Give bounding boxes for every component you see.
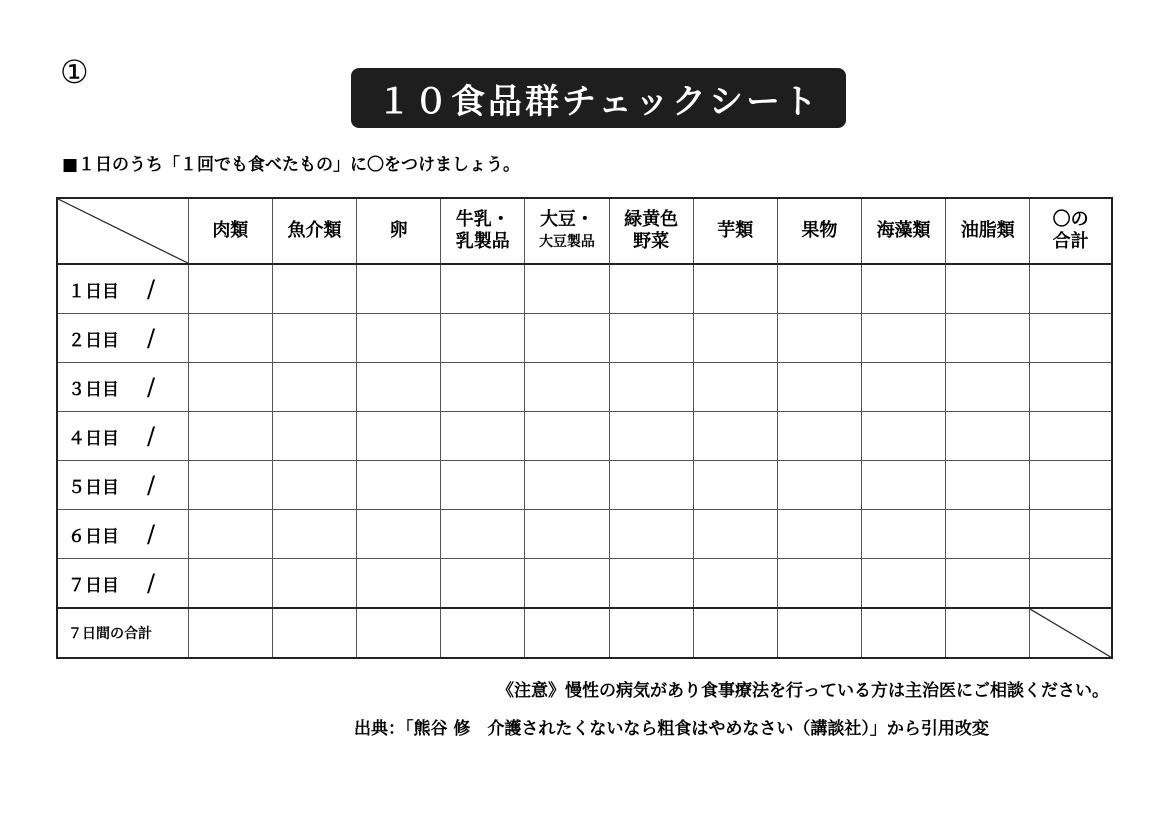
page-number: ① — [60, 53, 89, 91]
check-cell[interactable] — [861, 363, 945, 412]
column-header-oil: 油脂類 — [946, 198, 1030, 264]
check-cell[interactable] — [693, 510, 777, 559]
column-header-egg: 卵 — [357, 198, 441, 264]
check-cell[interactable] — [188, 510, 272, 559]
check-cell[interactable] — [188, 412, 272, 461]
check-cell[interactable] — [272, 461, 356, 510]
check-cell[interactable] — [441, 461, 525, 510]
check-cell[interactable] — [441, 314, 525, 363]
check-cell[interactable] — [272, 264, 356, 314]
check-cell[interactable] — [861, 412, 945, 461]
diagonal-line — [1030, 609, 1111, 657]
check-cell[interactable] — [357, 461, 441, 510]
check-cell[interactable] — [693, 461, 777, 510]
day-row — [57, 510, 1112, 559]
total-check-cell[interactable] — [946, 608, 1030, 658]
total-check-cell[interactable] — [188, 608, 272, 658]
source-citation: 出典：「熊谷 修 介護されたくないなら粗食はやめなさい（講談社）」から引用改変 — [354, 719, 989, 739]
grand-total-blank-cell — [1030, 608, 1112, 658]
check-cell[interactable] — [777, 412, 861, 461]
total-row-label: ７日間の合計 — [57, 608, 188, 658]
check-cell[interactable] — [357, 559, 441, 609]
check-cell[interactable] — [441, 510, 525, 559]
check-cell[interactable] — [525, 461, 609, 510]
check-cell[interactable] — [357, 363, 441, 412]
check-cell[interactable] — [777, 363, 861, 412]
day-label: １日目 / — [57, 264, 188, 314]
check-cell[interactable] — [693, 264, 777, 314]
check-cell[interactable] — [272, 559, 356, 609]
check-cell[interactable] — [525, 510, 609, 559]
day-label: ４日目 / — [57, 412, 188, 461]
title-text: １０食品群チェックシート — [377, 81, 820, 122]
total-check-cell[interactable] — [441, 608, 525, 658]
check-cell[interactable] — [272, 314, 356, 363]
check-cell[interactable] — [188, 363, 272, 412]
check-cell[interactable] — [525, 363, 609, 412]
check-cell[interactable] — [609, 264, 693, 314]
column-header-potato: 芋類 — [693, 198, 777, 264]
day-label: ３日目 / — [57, 363, 188, 412]
check-cell[interactable] — [946, 461, 1030, 510]
check-cell[interactable] — [357, 314, 441, 363]
day-row — [57, 412, 1112, 461]
check-cell[interactable] — [861, 264, 945, 314]
check-cell[interactable] — [525, 264, 609, 314]
check-cell[interactable] — [441, 559, 525, 609]
check-cell[interactable] — [946, 363, 1030, 412]
check-cell[interactable] — [861, 510, 945, 559]
check-cell[interactable] — [777, 314, 861, 363]
check-cell[interactable] — [609, 314, 693, 363]
column-header-total: 〇の 合計 — [1030, 198, 1112, 264]
check-cell[interactable] — [357, 510, 441, 559]
column-header-green-yellow-veg: 緑黄色 野菜 — [609, 198, 693, 264]
header-row — [57, 198, 1112, 264]
total-check-cell[interactable] — [525, 608, 609, 658]
check-cell[interactable] — [441, 363, 525, 412]
check-cell[interactable] — [861, 461, 945, 510]
total-row — [57, 608, 1112, 658]
column-header-milk: 牛乳・ 乳製品 — [441, 198, 525, 264]
total-cell[interactable] — [1030, 461, 1112, 510]
check-cell[interactable] — [357, 264, 441, 314]
check-cell[interactable] — [609, 461, 693, 510]
total-check-cell[interactable] — [693, 608, 777, 658]
caution-note: 《注意》慢性の病気があり食事療法を行っている方は主治医にご相談ください。 — [497, 681, 1109, 701]
check-cell[interactable] — [441, 264, 525, 314]
check-cell[interactable] — [861, 559, 945, 609]
total-cell[interactable] — [1030, 559, 1112, 609]
total-check-cell[interactable] — [357, 608, 441, 658]
corner-cell — [57, 198, 188, 264]
check-cell[interactable] — [188, 461, 272, 510]
check-cell[interactable] — [777, 559, 861, 609]
check-cell[interactable] — [525, 412, 609, 461]
total-cell[interactable] — [1030, 412, 1112, 461]
check-cell[interactable] — [777, 461, 861, 510]
check-cell[interactable] — [861, 314, 945, 363]
check-cell[interactable] — [777, 264, 861, 314]
check-cell[interactable] — [946, 314, 1030, 363]
check-cell[interactable] — [188, 264, 272, 314]
check-cell[interactable] — [946, 412, 1030, 461]
check-cell[interactable] — [609, 559, 693, 609]
check-cell[interactable] — [272, 412, 356, 461]
check-cell[interactable] — [946, 510, 1030, 559]
check-cell[interactable] — [357, 412, 441, 461]
check-cell[interactable] — [525, 559, 609, 609]
total-check-cell[interactable] — [609, 608, 693, 658]
total-check-cell[interactable] — [272, 608, 356, 658]
check-cell[interactable] — [693, 412, 777, 461]
column-header-fruit: 果物 — [777, 198, 861, 264]
total-check-cell[interactable] — [861, 608, 945, 658]
check-cell[interactable] — [609, 510, 693, 559]
day-row — [57, 264, 1112, 314]
check-cell[interactable] — [693, 314, 777, 363]
day-row — [57, 461, 1112, 510]
column-header-seaweed: 海藻類 — [861, 198, 945, 264]
check-cell[interactable] — [188, 559, 272, 609]
page-title — [351, 68, 846, 128]
column-header-meat: 肉類 — [188, 198, 272, 264]
day-label: ２日目 / — [57, 314, 188, 363]
total-check-cell[interactable] — [777, 608, 861, 658]
column-header-soy: 大豆・ 大豆製品 — [525, 198, 609, 264]
day-row — [57, 363, 1112, 412]
check-cell[interactable] — [272, 363, 356, 412]
day-row — [57, 559, 1112, 609]
check-cell[interactable] — [188, 314, 272, 363]
check-cell[interactable] — [946, 264, 1030, 314]
total-cell[interactable] — [1030, 363, 1112, 412]
total-cell[interactable] — [1030, 510, 1112, 559]
check-cell[interactable] — [441, 412, 525, 461]
column-header-seafood: 魚介類 — [272, 198, 356, 264]
day-label: ５日目 / — [57, 461, 188, 510]
day-label: ７日目 / — [57, 559, 188, 609]
check-cell[interactable] — [609, 412, 693, 461]
food-group-check-table — [56, 197, 1113, 659]
instruction-text: ■１日のうち「１回でも食べたもの」に〇をつけましょう。 — [62, 155, 521, 175]
check-cell[interactable] — [693, 559, 777, 609]
check-cell[interactable] — [693, 363, 777, 412]
check-cell[interactable] — [777, 510, 861, 559]
total-cell[interactable] — [1030, 264, 1112, 314]
check-cell[interactable] — [946, 559, 1030, 609]
day-row — [57, 314, 1112, 363]
check-cell[interactable] — [609, 363, 693, 412]
check-cell[interactable] — [525, 314, 609, 363]
day-label: ６日目 / — [57, 510, 188, 559]
check-cell[interactable] — [272, 510, 356, 559]
diagonal-line — [58, 199, 188, 263]
total-cell[interactable] — [1030, 314, 1112, 363]
